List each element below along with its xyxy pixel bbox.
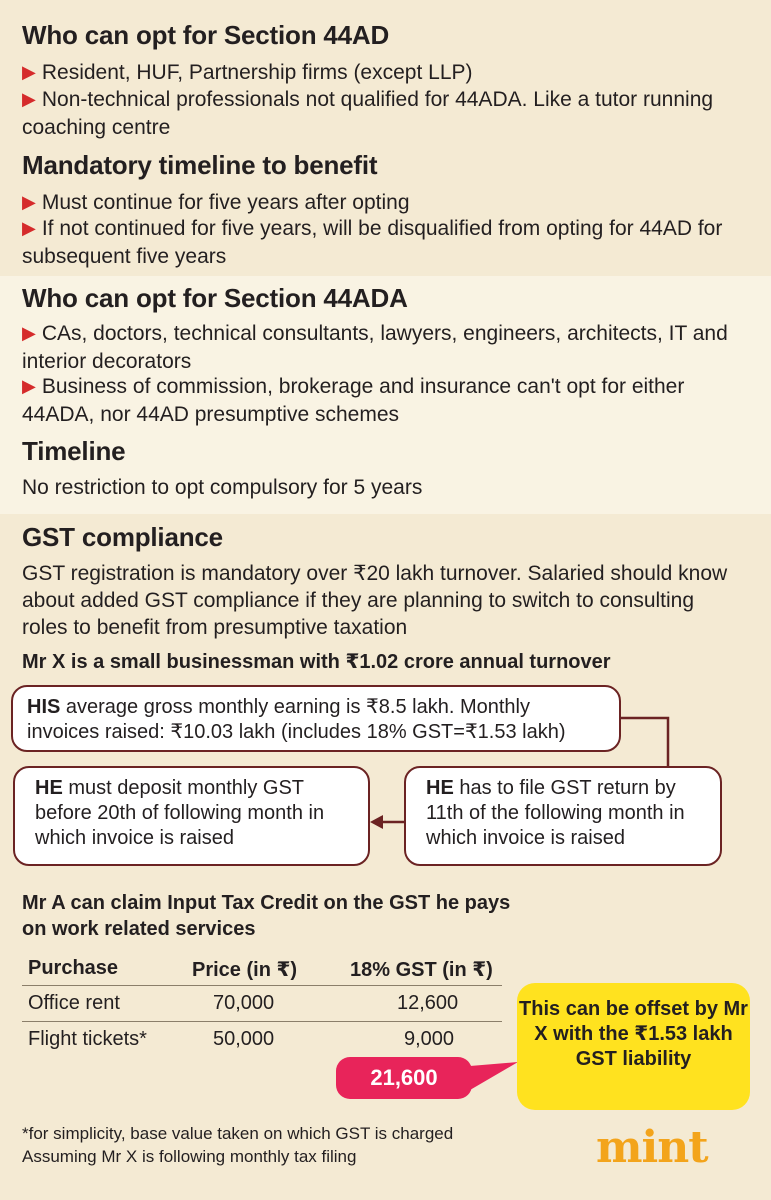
column-header-gst: 18% GST (in ₹) (350, 959, 493, 981)
callout-pointer (470, 1062, 520, 1094)
timeline-44ad-item: ▶ Must continue for five years after opting (22, 191, 410, 214)
column-header-price: Price (in ₹) (192, 959, 298, 981)
mint-logo: mint (596, 1122, 708, 1173)
bullet-arrow-icon: ▶ (22, 89, 36, 109)
section-44ad-item: ▶ Non-technical professionals not qualified for 44ADA. Like a tutor running coaching centre (22, 88, 714, 139)
timeline-44ada-heading: Timeline (22, 436, 126, 466)
footnote: *for simplicity, base value taken on which GST is charged (22, 1124, 454, 1143)
gst-cell: 12,600 (397, 992, 459, 1014)
section-44ad-heading: Who can opt for Section 44AD (22, 20, 390, 50)
timeline-44ada-text: No restriction to opt compulsory for 5 years (22, 476, 423, 499)
itc-heading-line2: on work related services (22, 918, 256, 940)
monthly-earning-box: HIS average gross monthly earning is ₹8.5 lakh. Monthly invoices raised: ₹10.03 lakh (includes 18% GST=₹1.53 lakh) (11, 685, 621, 752)
price-cell: 50,000 (213, 1028, 275, 1050)
bullet-arrow-icon: ▶ (22, 376, 36, 396)
section-44ada-item: ▶ CAs, doctors, technical consultants, lawyers, engineers, architects, IT and interior decorators (22, 322, 728, 373)
table-divider (22, 985, 502, 986)
bullet-arrow-icon: ▶ (22, 323, 36, 343)
timeline-44ad-item: ▶ If not continued for five years, will be disqualified from opting for 44AD for subsequent five years (22, 217, 723, 268)
section-44ada-item: ▶ Business of commission, brokerage and insurance can't opt for either 44ADA, nor 44AD presumptive schemes (22, 375, 685, 426)
section-44ada-heading: Who can opt for Section 44ADA (22, 283, 408, 313)
footnote: Assuming Mr X is following monthly tax filing (22, 1147, 357, 1166)
bullet-arrow-icon: ▶ (22, 62, 36, 82)
gst-deposit-box: HE must deposit monthly GST before 20th of following month in which invoice is raised (13, 766, 370, 866)
gst-heading: GST compliance (22, 522, 223, 552)
arrow-left-icon (370, 815, 383, 829)
bullet-arrow-icon: ▶ (22, 218, 36, 238)
offset-callout: This can be offset by Mr X with the ₹1.53 lakh GST liability (517, 983, 750, 1110)
timeline-44ad-heading: Mandatory timeline to benefit (22, 150, 378, 180)
price-cell: 70,000 (213, 992, 275, 1014)
gst-total-badge: 21,600 (336, 1057, 472, 1099)
itc-heading-line1: Mr A can claim Input Tax Credit on the GST he pays (22, 892, 511, 914)
gst-return-box: HE has to file GST return by 11th of the following month in which invoice is raised (404, 766, 722, 866)
bullet-arrow-icon: ▶ (22, 192, 36, 212)
example-heading: Mr X is a small businessman with ₹1.02 crore annual turnover (22, 651, 611, 673)
purchase-cell: Office rent (28, 992, 120, 1014)
purchase-cell: Flight tickets* (28, 1028, 147, 1050)
table-divider (22, 1021, 502, 1022)
section-44ad-item: ▶ Resident, HUF, Partnership firms (except LLP) (22, 61, 473, 84)
column-header-purchase: Purchase (28, 957, 119, 979)
gst-description: GST registration is mandatory over ₹20 lakh turnover. Salaried should know about added GST compliance if they are planning to switch to consulting roles to benefit from presumptive taxation (22, 562, 728, 639)
gst-cell: 9,000 (404, 1028, 455, 1050)
